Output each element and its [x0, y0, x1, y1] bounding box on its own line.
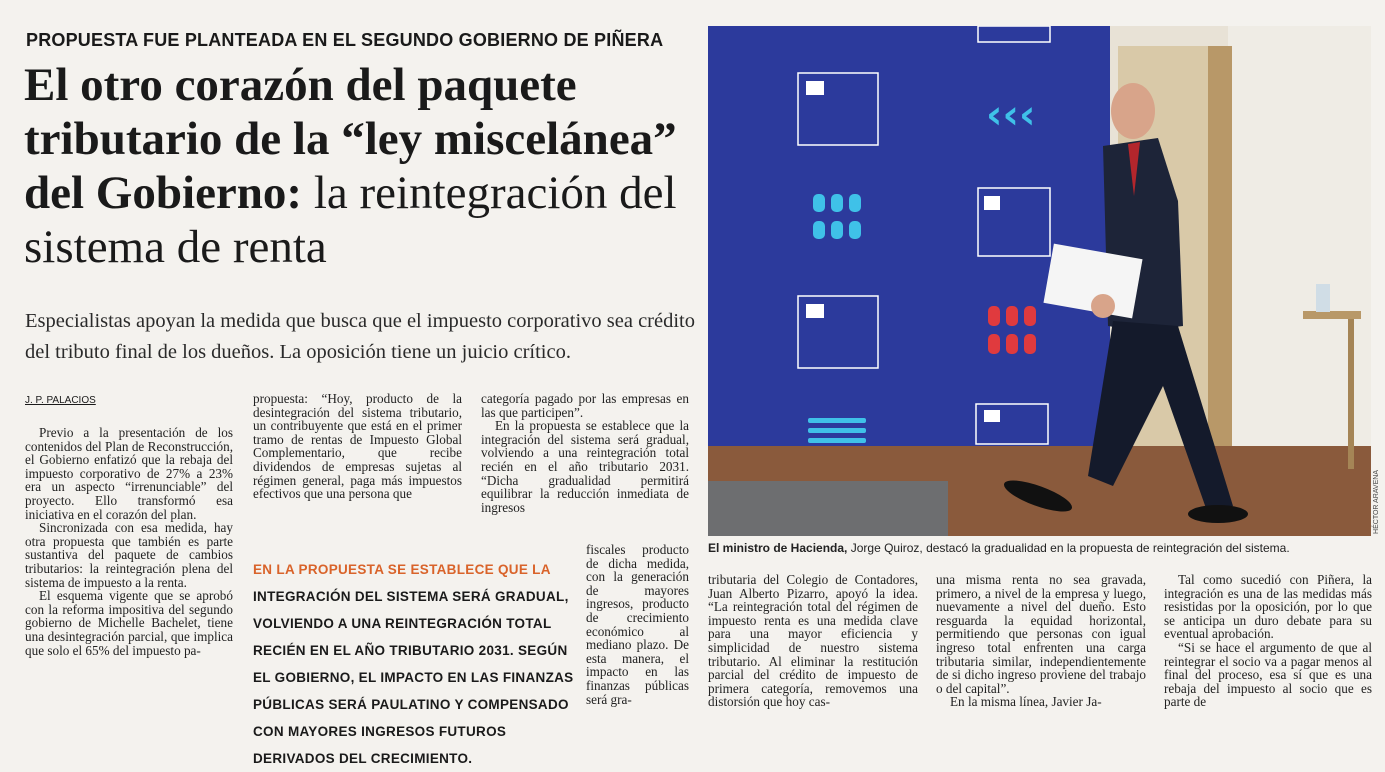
- headline-bold: El otro corazón del paquete tributario de la “ley miscelánea” del Gobierno:: [24, 59, 677, 219]
- headline-regular: la reintegración del sistema de renta: [24, 167, 677, 273]
- paragraph: tributaria del Colegio de Contadores, Juan Alberto Pizarro, apoyó la idea. “La reintegración total del régimen de impuesto renta es una medida clave para una mayor eficiencia y simplicidad de nuestro sistema tributario. Al eliminar la restitución parcial del crédito de impuesto de primera categoría, removemos una distorsión que hoy cas-: [708, 572, 918, 710]
- byline: J. P. PALACIOS: [25, 395, 96, 406]
- paragraph: “Si se hace el argumento de que al reintegrar el socio va a pagar menos al final del proceso, esa sí que es una rebaja del impuesto al socio que es parte de: [1164, 639, 1372, 710]
- paragraph: Sincronizada con esa medida, hay otra propuesta que también es parte sustantiva del paquete de cambios tributarios: la reintegración plena del sistema de impuesto a la renta.: [25, 520, 233, 590]
- paragraph: propuesta: “Hoy, producto de la desintegración del sistema tributario, un contribuyente que está en el primer tramo de rentas de Impuesto Global Complementario, que recibe dividendos de empresas sujetas al régimen general, paga más impuestos efectivos que una persona que: [253, 391, 462, 502]
- paragraph: fiscales producto de dicha medida, con la generación de mayores ingresos, producto de crecimiento económico al mediano plazo. De esta manera, el impacto en las finanzas públicas será gra-: [586, 542, 689, 707]
- svg-text:‹‹‹: ‹‹‹: [986, 92, 1036, 138]
- article-column-3-narrow: [586, 543, 689, 706]
- article-column-6: [1164, 573, 1372, 709]
- pull-quote-lead: EN LA PROPUESTA SE ESTABLECE QUE LA: [253, 562, 551, 577]
- paragraph: El esquema vigente que se aprobó con la reforma impositiva del segundo gobierno de Michelle Bachelet, tiene una desintegración parcial, que implica que solo el 65% del impuesto pa-: [25, 588, 233, 658]
- pull-quote: [253, 556, 575, 772]
- pull-quote-text: INTEGRACIÓN DEL SISTEMA SERÁ GRADUAL, VOLVIENDO A UNA REINTEGRACIÓN TOTAL RECIÉN EN EL AÑO TRIBUTARIO 2031. SEGÚN EL GOBIERNO, EL IMPACTO EN LAS FINANZAS PÚBLICAS SERÁ PAULATINO Y COMPENSADO CON MAYORES INGRESOS FUTUROS DERIVADOS DEL CRECIMIENTO.: [253, 589, 574, 766]
- paragraph: En la misma línea, Javier Ja-: [950, 694, 1102, 710]
- photo-caption: [708, 541, 1378, 555]
- article-column-4: [708, 573, 918, 709]
- caption-text: Jorge Quiroz, destacó la gradualidad en la propuesta de reintegración del sistema.: [850, 541, 1290, 555]
- photo-credit: HÉCTOR ARAVENA: [1373, 470, 1380, 534]
- headline: [24, 58, 704, 274]
- news-photo: [708, 26, 1371, 536]
- kicker: PROPUESTA FUE PLANTEADA EN EL SEGUNDO GOBIERNO DE PIÑERA: [26, 30, 664, 50]
- photo-illustration: [708, 26, 1371, 536]
- article-column-1: [25, 426, 233, 657]
- paragraph: categoría pagado por las empresas en las que participen”.: [481, 391, 689, 420]
- paragraph: Previo a la presentación de los contenidos del Plan de Reconstrucción, el Gobierno enfatizó que la rebaja del impuesto corporativo de 27% a 23% era un aspecto “irrenunciable” del proyecto. Ello transformó esa iniciativa en el corazón del plan.: [25, 425, 233, 522]
- article-column-2: [253, 392, 462, 501]
- deck: Especialistas apoyan la medida que busca que el impuesto corporativo sea crédito del tributo final de los dueños. La oposición tiene un juicio crítico.: [25, 310, 696, 363]
- paragraph: Tal como sucedió con Piñera, la integración es una de las medidas más resistidas por la oposición, por lo que se anticipa un duro debate para su eventual aprobación.: [1164, 572, 1372, 642]
- article-column-5: [936, 573, 1146, 709]
- caption-bold: El ministro de Hacienda,: [708, 541, 848, 555]
- article-column-3: [481, 392, 689, 514]
- paragraph: En la propuesta se establece que la integración del sistema será gradual, volviendo a una reintegración total recién en el año tributario 2031. “Dicha gradualidad permitirá equilibrar la reducción inmediata de ingresos: [481, 418, 689, 515]
- paragraph: una misma renta no sea gravada, primero, a nivel de la empresa y luego, nuevamente a nivel del dueño. Esto resguarda la equidad horizontal, permitiendo que personas con igual ingreso total enfrenten una carga tributaria similar, independientemente de si dicho ingreso proviene del trabajo o del capital”.: [936, 572, 1146, 696]
